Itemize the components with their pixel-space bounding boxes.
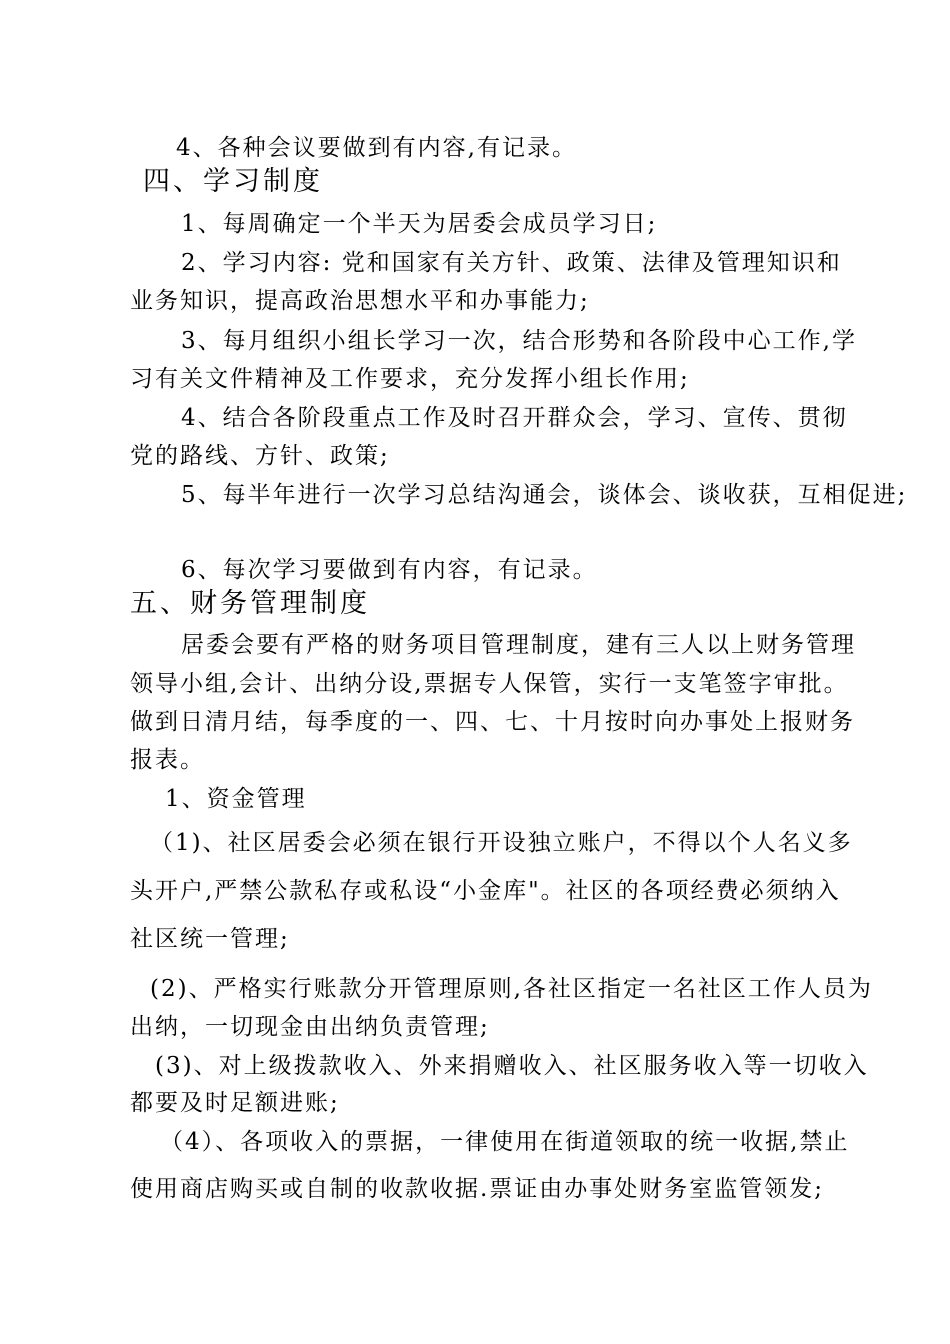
fund-management-heading: 1、资金管理 bbox=[165, 786, 307, 812]
fund-item-4-line-1: （4）、各项收入的票据，一律使用在街道领取的统一收据,禁止 bbox=[160, 1129, 850, 1155]
fund-item-1-line-3: 社区统一管理; bbox=[130, 926, 290, 952]
fund-item-3-line-1: (3)、对上级拨款收入、外来捐赠收入、社区服务收入等一切收入 bbox=[155, 1053, 869, 1079]
fund-item-3-line-2: 都要及时足额进账; bbox=[130, 1090, 340, 1116]
study-item-2-line-2: 业务知识，提高政治思想水平和办事能力; bbox=[130, 288, 590, 314]
fund-item-1-line-1: （1)、社区居委会必须在银行开设独立账户，不得以个人名义多 bbox=[150, 830, 853, 856]
finance-intro-line-2: 领导小组,会计、出纳分设,票据专人保管，实行一支笔签字审批。 bbox=[130, 671, 849, 697]
study-item-3-line-2: 习有关文件精神及工作要求，充分发挥小组长作用; bbox=[130, 366, 690, 392]
finance-intro-line-3: 做到日清月结，每季度的一、四、七、十月按时向办事处上报财务 bbox=[130, 709, 855, 735]
finance-intro-line-1: 居委会要有严格的财务项目管理制度，建有三人以上财务管理 bbox=[181, 632, 856, 658]
study-item-4-line-1: 4、结合各阶段重点工作及时召开群众会，学习、宣传、贯彻 bbox=[181, 405, 848, 431]
study-item-1: 1、每周确定一个半天为居委会成员学习日; bbox=[181, 211, 658, 237]
fund-item-4-line-2: 使用商店购买或自制的收款收据.票证由办事处财务室监管领发; bbox=[130, 1176, 825, 1202]
section-heading-study-system: 四、学习制度 bbox=[143, 166, 323, 197]
section-heading-finance-system: 五、财务管理制度 bbox=[130, 588, 370, 619]
study-item-4-line-2: 党的路线、方针、政策; bbox=[130, 443, 390, 469]
finance-intro-line-4: 报表。 bbox=[130, 747, 205, 773]
study-item-6: 6、每次学习要做到有内容，有记录。 bbox=[181, 557, 598, 583]
fund-item-1-line-2: 头开户,严禁公款私存或私设“小金库"。社区的各项经费必须纳入 bbox=[130, 878, 841, 904]
fund-item-2-line-1: (2)、严格实行账款分开管理原则,各社区指定一名社区工作人员为 bbox=[150, 976, 873, 1002]
study-item-3-line-1: 3、每月组织小组长学习一次，结合形势和各阶段中心工作,学 bbox=[181, 328, 857, 354]
study-item-5: 5、每半年进行一次学习总结沟通会，谈体会、谈收获，互相促进; bbox=[181, 482, 908, 508]
meeting-item-4: 4、各种会议要做到有内容,有记录。 bbox=[176, 135, 577, 161]
fund-item-2-line-2: 出纳，一切现金由出纳负责管理; bbox=[130, 1014, 490, 1040]
study-item-2-line-1: 2、学习内容: 党和国家有关方针、政策、法律及管理知识和 bbox=[181, 250, 842, 276]
